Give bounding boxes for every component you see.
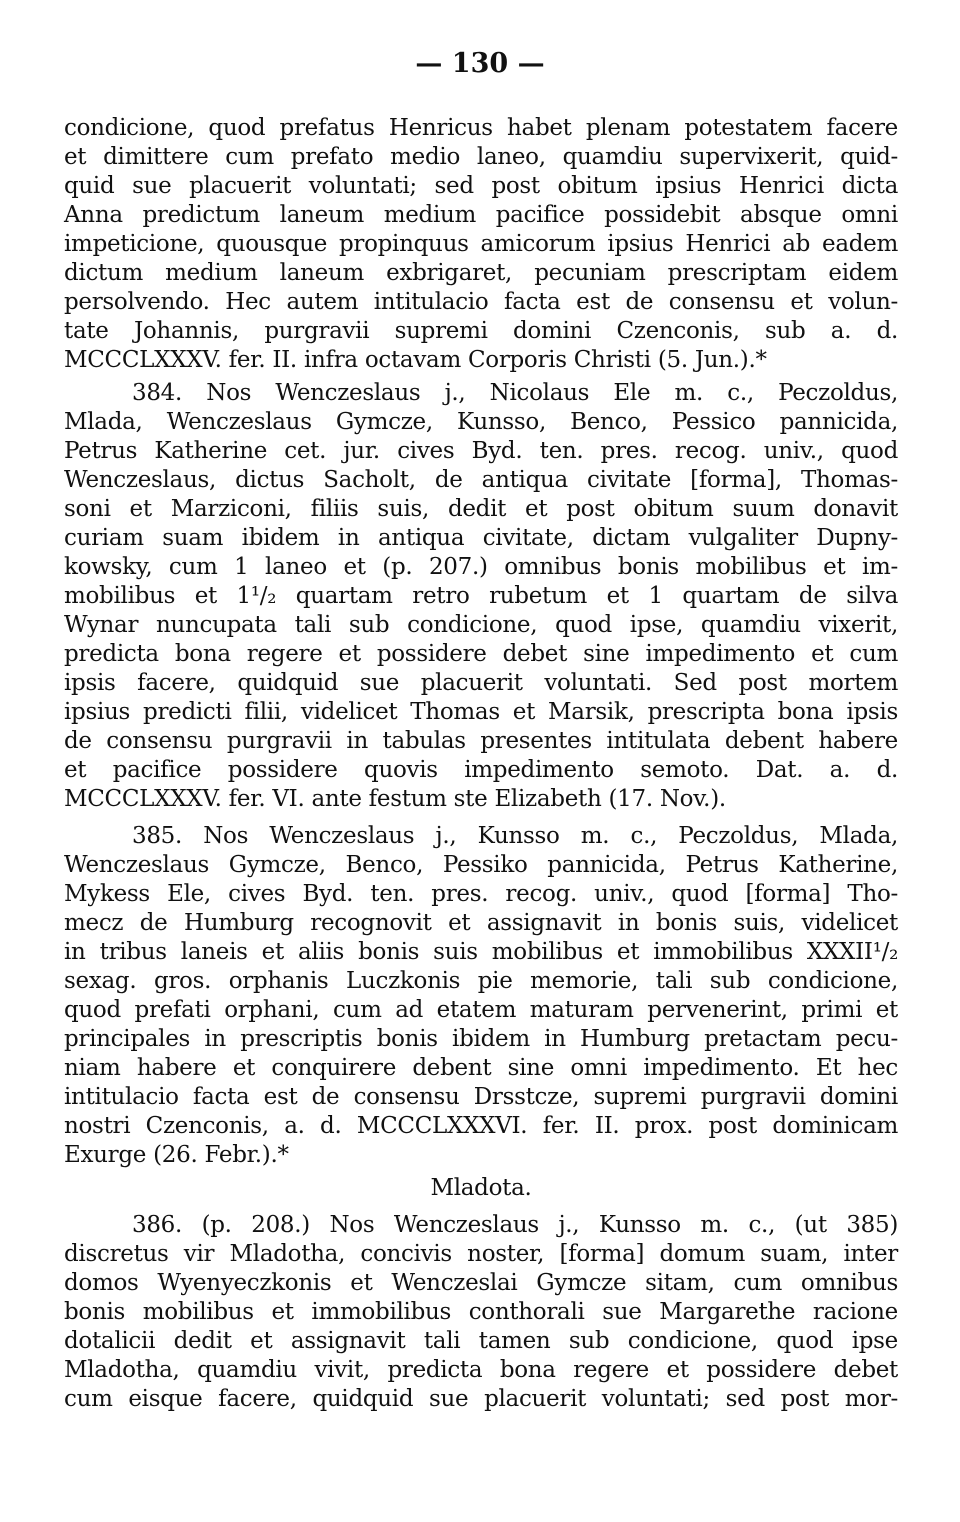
text-line: ipsis facere, quidquid sue placuerit voluntati. Sed post mortem	[64, 670, 898, 696]
text-line: dotalicii dedit et assignavit tali tamen sub condicione, quod ipse	[64, 1328, 898, 1354]
entry-385	[64, 822, 898, 1170]
text-line: Petrus Katherine cet. jur. cives Byd. ten. pres. recog. univ., quod	[64, 438, 898, 464]
text-line: mobilibus et 1¹/₂ quartam retro rubetum et 1 quartam de silva	[64, 583, 898, 609]
text-line: nostri Czenconis, a. d. MCCCLXXXVI. fer. II. prox. post dominicam	[64, 1113, 898, 1139]
text-line: de consensu purgravii in tabulas presentes intitulata debent habere	[64, 728, 898, 754]
section-heading	[64, 1174, 898, 1203]
text-line: discretus vir Mladotha, concivis noster, [forma] domum suam, inter	[64, 1241, 898, 1267]
entry-384	[64, 379, 898, 814]
text-body	[64, 114, 898, 1414]
text-line: Anna predictum laneum medium pacifice possidebit absque omni	[64, 202, 898, 228]
text-line: Wenczeslaus, dictus Sacholt, de antiqua civitate [forma], Thomas-	[64, 467, 898, 493]
text-line: 385. Nos Wenczeslaus j., Kunsso m. c., Peczoldus, Mlada,	[132, 823, 898, 849]
text-line: Wenczeslaus Gymcze, Benco, Pessiko pannicida, Petrus Katherine,	[64, 852, 898, 878]
text-line: MCCCLXXXV. fer. VI. ante festum ste Elizabeth (17. Nov.).	[64, 786, 726, 812]
text-line: bonis mobilibus et immobilibus conthorali sue Margarethe racione	[64, 1299, 898, 1325]
text-line: curiam suam ibidem in antiqua civitate, dictam vulgaliter Dupny-	[64, 525, 898, 551]
text-line: mecz de Humburg recognovit et assignavit in bonis suis, videlicet	[64, 910, 898, 936]
text-line: quid sue placuerit voluntati; sed post obitum ipsius Henrici dicta	[64, 173, 898, 199]
text-line: niam habere et conquirere debent sine omni impedimento. Et hec	[64, 1055, 898, 1081]
text-line: intitulacio facta est de consensu Drsstcze, supremi purgravii domini	[64, 1084, 898, 1110]
text-line: et pacifice possidere quovis impedimento semoto. Dat. a. d.	[64, 757, 898, 783]
text-line: impeticione, quousque propinquus amicorum ipsius Henrici ab eadem	[64, 231, 898, 257]
text-line: dictum medium laneum exbrigaret, pecuniam prescriptam eidem	[64, 260, 898, 286]
text-line: predicta bona regere et possidere debet sine impedimento et cum	[64, 641, 898, 667]
heading-mladota: Mladota.	[430, 1175, 532, 1201]
text-line: quod prefati orphani, cum ad etatem maturam pervenerint, primi et	[64, 997, 898, 1023]
text-line: Wynar nuncupata tali sub condicione, quod ipse, quamdiu vixerit,	[64, 612, 898, 638]
text-line: domos Wyenyeczkonis et Wenczeslai Gymcze sitam, cum omnibus	[64, 1270, 898, 1296]
page-number: — 130 —	[415, 48, 545, 79]
text-line: condicione, quod prefatus Henricus habet plenam potestatem facere	[64, 115, 898, 141]
text-line: Mykess Ele, cives Byd. ten. pres. recog. univ., quod [forma] Tho-	[64, 881, 898, 907]
text-line: et dimittere cum prefato medio laneo, quamdiu supervixerit, quid-	[64, 144, 898, 170]
text-line: persolvendo. Hec autem intitulacio facta est de consensu et volun-	[64, 289, 898, 315]
text-line: ipsius predicti filii, videlicet Thomas et Marsik, prescripta bona ipsis	[64, 699, 898, 725]
text-line: cum eisque facere, quidquid sue placuerit voluntati; sed post mor-	[64, 1386, 898, 1412]
text-line: 386. (p. 208.) Nos Wenczeslaus j., Kunsso m. c., (ut 385)	[132, 1212, 898, 1238]
text-line: tate Johannis, purgravii supremi domini Czenconis, sub a. d.	[64, 318, 898, 344]
text-line: Exurge (26. Febr.).*	[64, 1142, 289, 1168]
text-line: principales in prescriptis bonis ibidem in Humburg pretactam pecu-	[64, 1026, 898, 1052]
text-line: MCCCLXXXV. fer. II. infra octavam Corporis Christi (5. Jun.).*	[64, 347, 767, 373]
text-line: soni et Marziconi, filiis suis, dedit et post obitum suum donavit	[64, 496, 898, 522]
text-line: kowsky, cum 1 laneo et (p. 207.) omnibus bonis mobilibus et im-	[64, 554, 898, 580]
text-line: 384. Nos Wenczeslaus j., Nicolaus Ele m. c., Peczoldus,	[132, 380, 898, 406]
text-line: Mlada, Wenczeslaus Gymcze, Kunsso, Benco, Pessico pannicida,	[64, 409, 898, 435]
text-line: in tribus laneis et aliis bonis suis mobilibus et immobilibus XXXII¹/₂	[64, 939, 898, 965]
text-line: Mladotha, quamdiu vivit, predicta bona regere et possidere debet	[64, 1357, 898, 1383]
entry-386	[64, 1211, 898, 1414]
paragraph-continuation	[64, 114, 898, 375]
text-line: sexag. gros. orphanis Luczkonis pie memorie, tali sub condicione,	[64, 968, 898, 994]
